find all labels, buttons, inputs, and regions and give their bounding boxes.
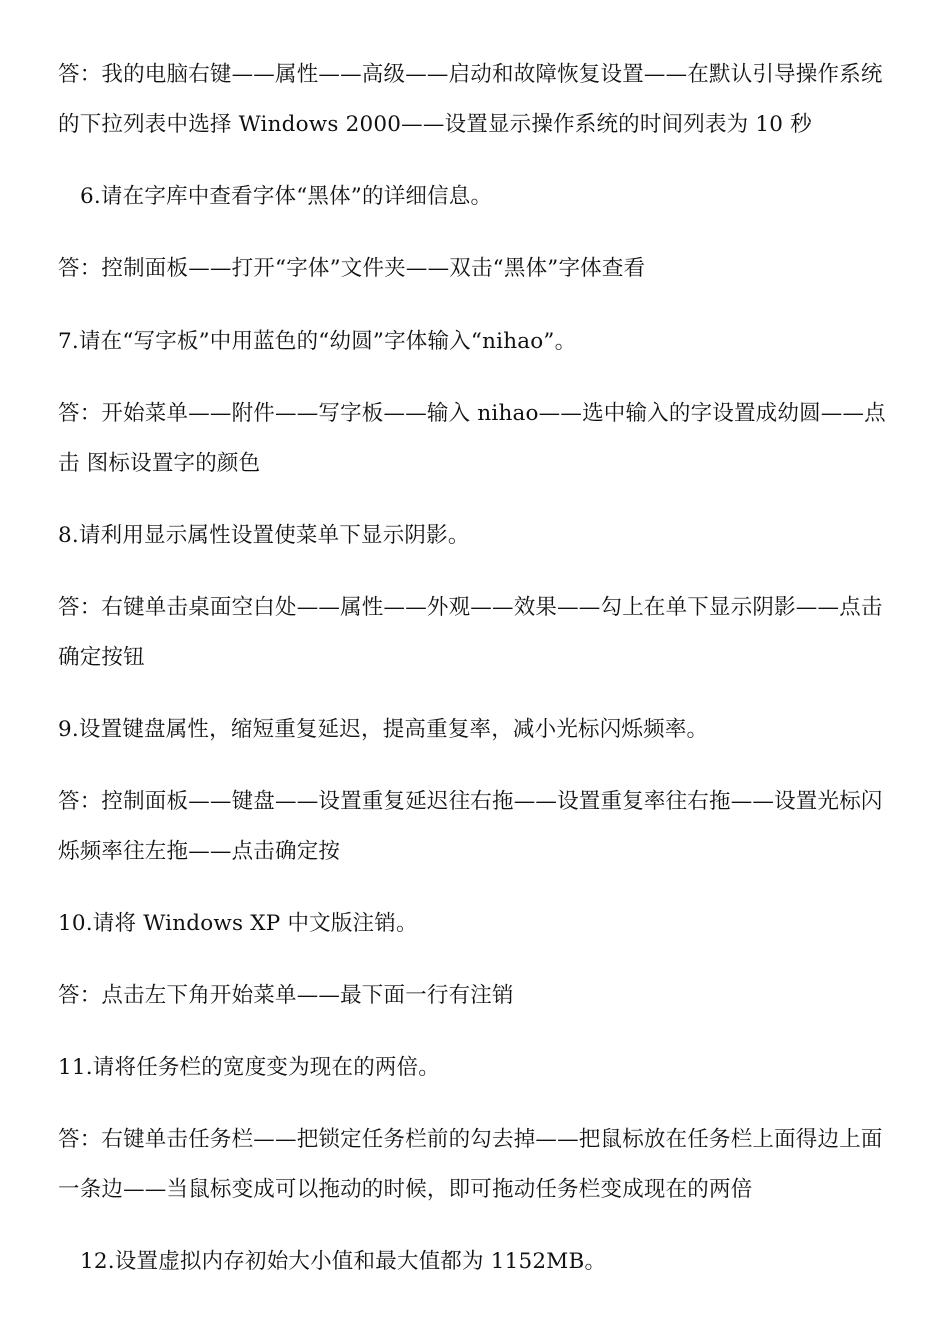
question-10 — [58, 899, 910, 949]
question-line: 7.请在“写字板”中用蓝色的“幼圆”字体输入“nihao”。 — [58, 329, 577, 354]
question-line: 9.设置键盘属性，缩短重复延迟，提高重复率，减小光标闪烁频率。 — [58, 717, 709, 742]
answer-line: 答：右键单击任务栏——把锁定任务栏前的勾去掉——把鼠标放在任务栏上面得边上面 — [58, 1127, 883, 1152]
answer-paragraph-10 — [58, 971, 910, 1021]
question-line: 6.请在字库中查看字体“黑体”的详细信息。 — [80, 184, 493, 209]
answer-line: 确定按钮 — [58, 645, 145, 670]
answer-paragraph-11 — [58, 1115, 910, 1215]
answer-paragraph-7 — [58, 389, 910, 489]
question-8 — [58, 511, 910, 561]
question-9 — [58, 705, 910, 755]
answer-paragraph-9 — [58, 777, 910, 877]
answer-line: 击 图标设置字的颜色 — [58, 451, 261, 476]
answer-line: 答：控制面板——键盘——设置重复延迟往右拖——设置重复率往右拖——设置光标闪 — [58, 789, 883, 814]
answer-paragraph-5 — [58, 50, 910, 150]
question-line: 10.请将 Windows XP 中文版注销。 — [58, 911, 418, 936]
answer-line: 答：开始菜单——附件——写字板——输入 nihao——选中输入的字设置成幼圆——点 — [58, 401, 886, 426]
answer-line: 答：右键单击桌面空白处——属性——外观——效果——勾上在单下显示阴影——点击 — [58, 595, 883, 620]
question-6 — [80, 172, 910, 222]
answer-paragraph-8 — [58, 583, 910, 683]
question-7 — [58, 317, 910, 367]
answer-line: 答：控制面板——打开“字体”文件夹——双击“黑体”字体查看 — [58, 256, 646, 281]
answer-line: 答：点击左下角开始菜单——最下面一行有注销 — [58, 983, 514, 1008]
question-line: 11.请将任务栏的宽度变为现在的两倍。 — [58, 1055, 440, 1080]
answer-paragraph-6 — [58, 244, 910, 294]
question-11 — [58, 1043, 910, 1093]
answer-line: 的下拉列表中选择 Windows 2000——设置显示操作系统的时间列表为 10 秒 — [58, 112, 812, 137]
question-12 — [80, 1237, 910, 1287]
answer-line: 答：我的电脑右键——属性——高级——启动和故障恢复设置——在默认引导操作系统 — [58, 62, 883, 87]
answer-line: 烁频率往左拖——点击确定按 — [58, 839, 341, 864]
answer-line: 一条边——当鼠标变成可以拖动的时候，即可拖动任务栏变成现在的两倍 — [58, 1177, 753, 1202]
question-line: 12.设置虚拟内存初始大小值和最大值都为 1152MB。 — [80, 1249, 607, 1274]
question-line: 8.请利用显示属性设置使菜单下显示阴影。 — [58, 523, 470, 548]
